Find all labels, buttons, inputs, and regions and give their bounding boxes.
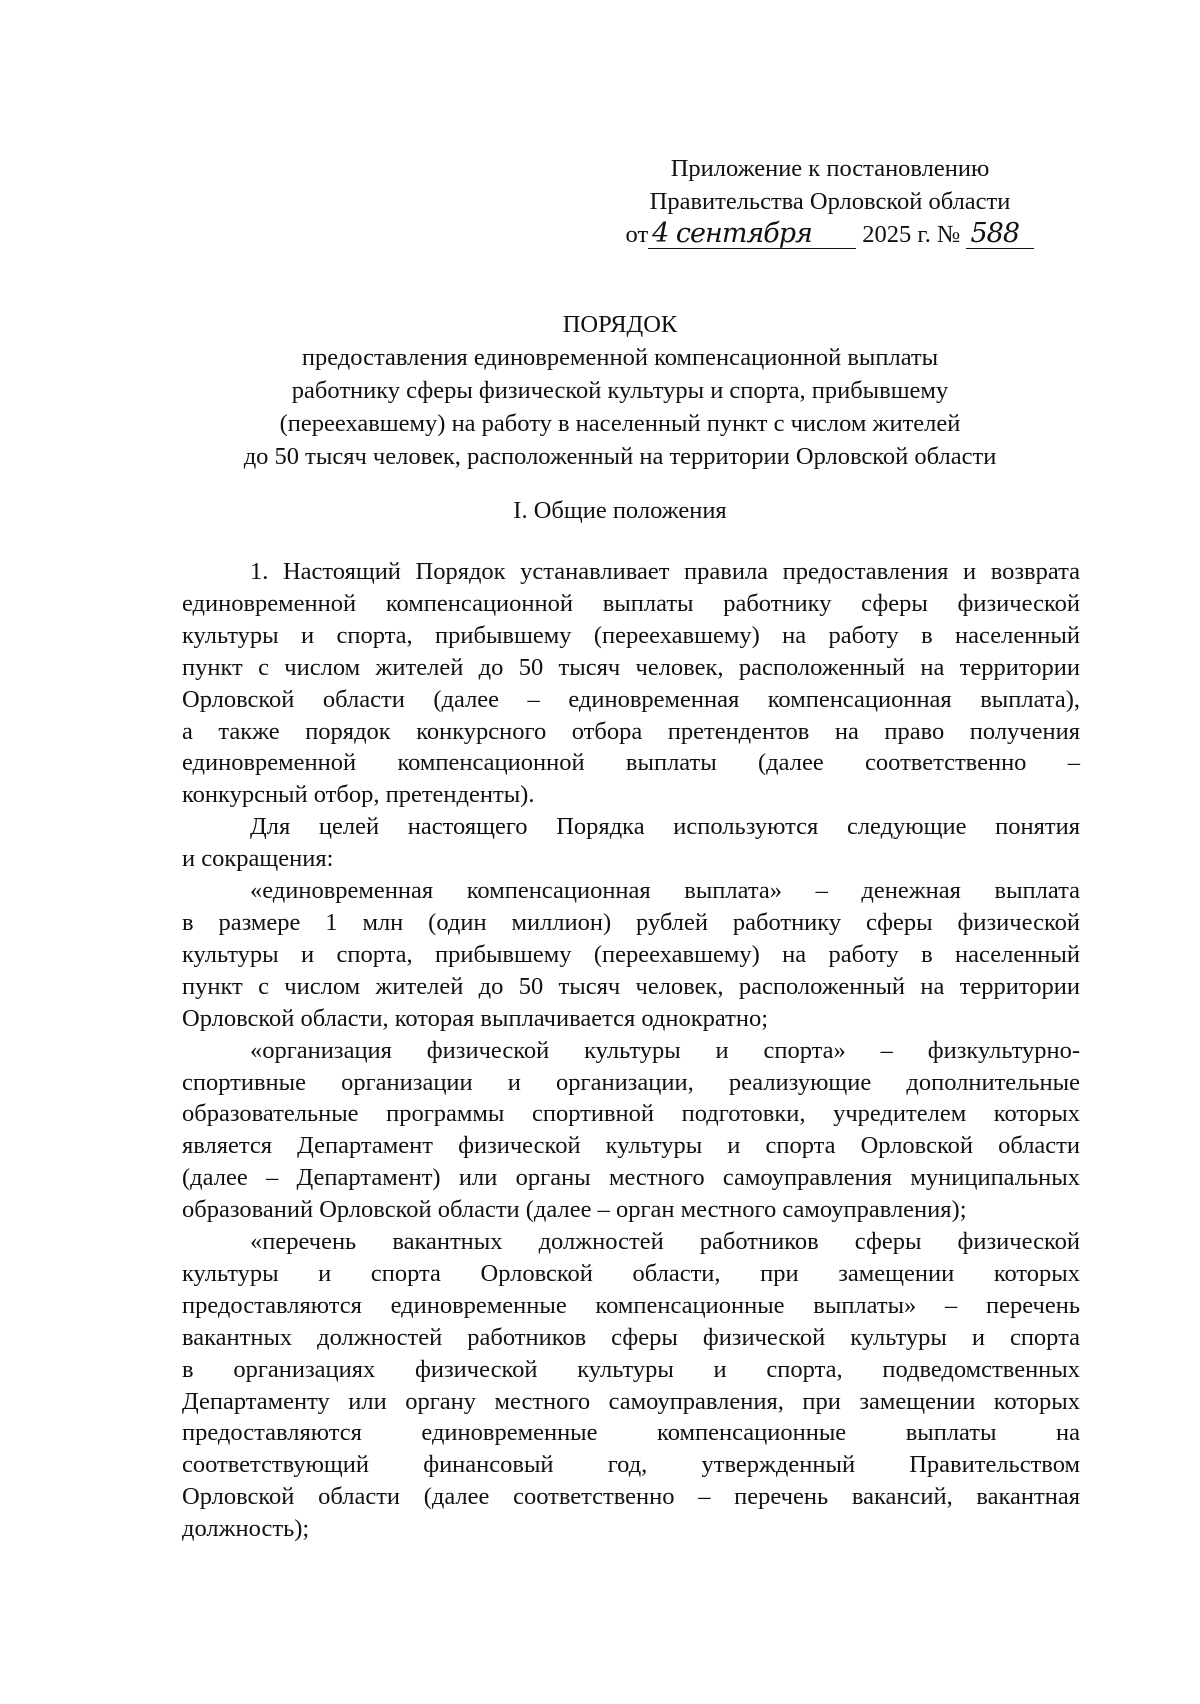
section-title: I. Общие положения (513, 497, 727, 524)
body-line: соответствующий финансовый год, утвержденный Правительством (182, 1451, 1080, 1479)
body-line: единовременной компенсационной выплаты работнику сферы физической (182, 589, 1080, 617)
body-line: Орловской области, которая выплачивается однократно; (182, 1004, 769, 1032)
title-line: работнику сферы физической культуры и спорта, прибывшему (291, 377, 949, 404)
body-line: культуры и спорта Орловской области, при замещении которых (182, 1259, 1080, 1287)
year-and-number-label: 2025 г. № (862, 221, 961, 248)
body-line: конкурсный отбор, претенденты). (182, 781, 535, 809)
attachment-date-line (620, 218, 1040, 251)
body-line: в организациях физической культуры и спорта, подведомственных (182, 1355, 1080, 1383)
body-line: Департаменту или органу местного самоуправления, при замещении которых (182, 1387, 1080, 1415)
body-line: Для целей настоящего Порядка используются следующие понятия (250, 813, 1080, 841)
title-heading: ПОРЯДОК (562, 311, 678, 338)
body-line: предоставляются единовременные компенсационные выплаты на (182, 1419, 1080, 1447)
body-line: а также порядок конкурсного отбора претендентов на право получения (182, 717, 1080, 745)
document-title (180, 308, 1060, 473)
body-line: вакантных должностей работников сферы физической культуры и спорта (182, 1323, 1080, 1351)
body-line: пункт с числом жителей до 50 тысяч человек, расположенный на территории (182, 972, 1080, 1000)
body-line: Орловской области (далее – единовременная компенсационная выплата), (182, 685, 1080, 713)
body-line: единовременной компенсационной выплаты (далее соответственно – (182, 749, 1080, 777)
attachment-header (620, 152, 1040, 251)
body-line: культуры и спорта, прибывшему (переехавшему) на работу в населенный (182, 621, 1080, 649)
body-line: образовательные программы спортивной подготовки, учредителем которых (182, 1100, 1080, 1128)
body-line: должность); (182, 1515, 310, 1543)
body-line: «перечень вакантных должностей работников сферы физической (250, 1228, 1080, 1256)
body-line: предоставляются единовременные компенсационные выплаты» – перечень (182, 1291, 1080, 1319)
body-line: 1. Настоящий Порядок устанавливает правила предоставления и возврата (250, 558, 1080, 585)
handwritten-date: 4 сентября (648, 220, 856, 249)
title-line: (переехавшему) на работу в населенный пункт с числом жителей (279, 410, 961, 437)
attachment-line-2: Правительства Орловской области (649, 188, 1011, 215)
attachment-line-1: Приложение к постановлению (670, 155, 990, 182)
body-line: спортивные организации и организации, реализующие дополнительные (182, 1068, 1080, 1096)
title-line: до 50 тысяч человек, расположенный на территории Орловской области (243, 443, 997, 470)
body-line: (далее – Департамент) или органы местного самоуправления муниципальных (182, 1164, 1080, 1192)
body-line: культуры и спорта, прибывшему (переехавшему) на работу в населенный (182, 940, 1080, 968)
body-line: и сокращения: (182, 845, 334, 873)
body-line: Орловской области (далее соответственно – перечень вакансий, вакантная (182, 1483, 1080, 1511)
body-line: в размере 1 млн (один миллион) рублей работнику сферы физической (182, 908, 1080, 936)
body-line: «единовременная компенсационная выплата» – денежная выплата (250, 877, 1080, 905)
body-line: является Департамент физической культуры и спорта Орловской области (182, 1132, 1080, 1160)
handwritten-number: 588 (966, 220, 1034, 249)
body-line: пункт с числом жителей до 50 тысяч человек, расположенный на территории (182, 653, 1080, 681)
document-body (182, 556, 1080, 1545)
body-line: «организация физической культуры и спорта» – физкультурно- (250, 1036, 1080, 1064)
body-line: образований Орловской области (далее – орган местного самоуправления); (182, 1196, 967, 1224)
title-line: предоставления единовременной компенсационной выплаты (301, 344, 939, 371)
date-prefix: от (625, 221, 649, 248)
